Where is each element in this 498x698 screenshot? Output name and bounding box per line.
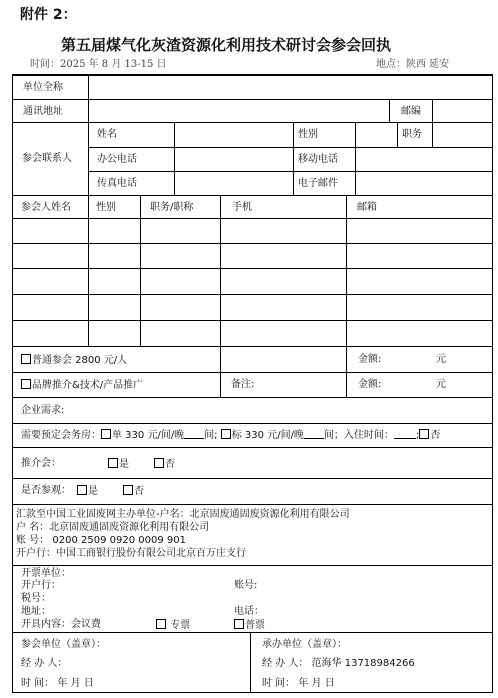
needs-label: 企业需求: (21, 405, 65, 416)
attendee-row[interactable] (14, 245, 490, 267)
postcode-label: 邮编 (401, 106, 421, 117)
attendee-date-label: 时 间： 年 月 日 (21, 678, 94, 689)
promotion-no-checkbox[interactable] (154, 458, 164, 468)
invoice-bank-label: 开户行： (21, 580, 61, 591)
regular-fee-option[interactable] (21, 354, 127, 367)
organizer-date-label: 时 间： 年 月 日 (262, 678, 335, 689)
promo-fee-option[interactable] (21, 379, 143, 392)
checkin-label: 间；入住时间： (323, 430, 394, 441)
promotion-label: 推介会： (21, 458, 61, 469)
contact-position-field[interactable] (434, 124, 490, 146)
attachment-label: 附件 2： (20, 7, 77, 23)
single-room-label: 单 330 元/间/晚 (112, 430, 185, 441)
normal-invoice-label: 普票 (245, 620, 265, 631)
bank-intro: 汇款至中国工业固废网主办单位-户名：北京固废通固废资源化利用有限公司 (16, 509, 350, 520)
attendee-unit-seal-label: 参会单位（盖章）： (21, 639, 106, 650)
invoice-phone-label: 电话： (234, 606, 264, 617)
attendee-row[interactable] (14, 220, 490, 242)
attendee-header-gender: 性别 (96, 202, 116, 213)
contact-person-label: 参会联系人 (22, 153, 72, 164)
needs-field[interactable] (75, 399, 490, 421)
hotel-row: 需要预定会务房： 单 330 元/间/晚 间; 标 330 元/间/晚 间；入住时间： ; 否 (21, 430, 441, 441)
invoice-unit-label: 开票单位： (21, 568, 71, 579)
bank-account-name: 户 名：北京固废通固废资源化利用有限公司 (16, 522, 210, 533)
address-field[interactable] (90, 100, 387, 121)
bank-account-number: 账 号： 0200 2509 0920 0009 901 (16, 535, 186, 546)
remark-label: 备注: (231, 379, 255, 390)
postcode-field[interactable] (434, 100, 490, 121)
address-label: 通讯地址 (23, 106, 63, 117)
attendee-row[interactable] (14, 322, 490, 345)
office-phone-field[interactable] (176, 148, 291, 170)
promo-fee-label: 品牌推介&技术/产品推广 (32, 380, 144, 391)
visit-no-label: 否 (134, 486, 144, 497)
visit-yes-option[interactable] (77, 485, 98, 498)
promo-yuan-label: 元 (436, 379, 446, 390)
organizer-unit-seal-label: 承办单位（盖章）： (262, 639, 347, 650)
special-invoice-option[interactable] (156, 619, 190, 632)
invoice-address-label: 地址： (21, 606, 51, 617)
single-room-unit: 间; (204, 430, 218, 441)
hotel-label: 需要预定会务房： (21, 430, 101, 441)
contact-gender-label: 性别 (298, 129, 318, 140)
regular-fee-label: 普通参会 2800 元/人 (32, 355, 128, 366)
promotion-yes-label: 是 (119, 459, 129, 470)
special-invoice-checkbox[interactable] (156, 619, 166, 629)
regular-yuan-label: 元 (436, 354, 446, 365)
regular-amount-label: 金额: (358, 354, 382, 365)
standard-room-checkbox[interactable] (221, 429, 231, 439)
promotion-yes-option[interactable] (108, 458, 129, 471)
fax-field[interactable] (176, 172, 291, 194)
unit-name-field[interactable] (90, 77, 490, 98)
single-room-count[interactable] (184, 429, 204, 439)
invoice-content-label: 开具内容：会议费 (21, 619, 101, 630)
visit-no-checkbox[interactable] (123, 485, 133, 495)
mobile-label: 移动电话 (298, 154, 338, 165)
regular-fee-checkbox[interactable] (21, 354, 31, 364)
standard-room-label: 标 330 元/间/晚 (231, 430, 304, 441)
visit-no-option[interactable] (123, 485, 144, 498)
checkin-date[interactable] (394, 429, 416, 439)
unit-name-label: 单位全称 (23, 82, 63, 93)
normal-invoice-checkbox[interactable] (234, 619, 244, 629)
attendee-header-phone: 手机 (232, 202, 252, 213)
promotion-no-option[interactable] (154, 458, 175, 471)
attendee-row[interactable] (14, 270, 490, 293)
attendee-handler-label: 经 办 人： (21, 658, 68, 669)
invoice-account-label: 账号: (234, 580, 258, 591)
attendee-row[interactable] (14, 296, 490, 319)
visit-label: 是否参观： (21, 485, 71, 496)
standard-room-count[interactable] (304, 429, 324, 439)
no-room-label: 否 (430, 430, 441, 441)
page-title: 第五届煤气化灰渣资源化利用技术研讨会参会回执 (61, 36, 392, 54)
promotion-no-label: 否 (165, 459, 175, 470)
office-phone-label: 办公电话 (97, 154, 137, 165)
bank-branch: 开户行：中国工商银行股份有限公司北京百万庄支行 (16, 548, 246, 559)
single-room-checkbox[interactable] (101, 429, 111, 439)
invoice-tax-label: 税号： (21, 593, 51, 604)
visit-yes-checkbox[interactable] (77, 485, 87, 495)
meeting-place: 地点：陕西 延安 (376, 59, 450, 70)
contact-gender-field[interactable] (357, 124, 395, 146)
promo-fee-checkbox[interactable] (21, 379, 31, 389)
mobile-field[interactable] (357, 148, 490, 170)
contact-position-label: 职务 (402, 129, 422, 140)
email-label: 电子邮件 (298, 178, 338, 189)
email-field[interactable] (357, 172, 490, 194)
meeting-time: 时间：2025 年 8 月 13-15 日 (30, 59, 167, 70)
promotion-yes-checkbox[interactable] (108, 458, 118, 468)
special-invoice-label: 专票 (170, 620, 191, 631)
contact-name-field[interactable] (176, 124, 291, 146)
fax-label: 传真电话 (97, 178, 137, 189)
no-room-checkbox[interactable] (419, 429, 429, 439)
attendee-header-email: 邮箱 (357, 202, 377, 213)
normal-invoice-option[interactable] (234, 619, 265, 632)
visit-yes-label: 是 (88, 486, 98, 497)
attendee-header-name: 参会人姓名 (21, 202, 71, 213)
contact-name-label: 姓名 (97, 129, 117, 140)
attendee-header-position: 职务/职称 (150, 202, 194, 213)
promo-amount-label: 金额: (358, 379, 382, 390)
organizer-handler-label: 经 办 人： 范海华 13718984266 (262, 658, 415, 669)
